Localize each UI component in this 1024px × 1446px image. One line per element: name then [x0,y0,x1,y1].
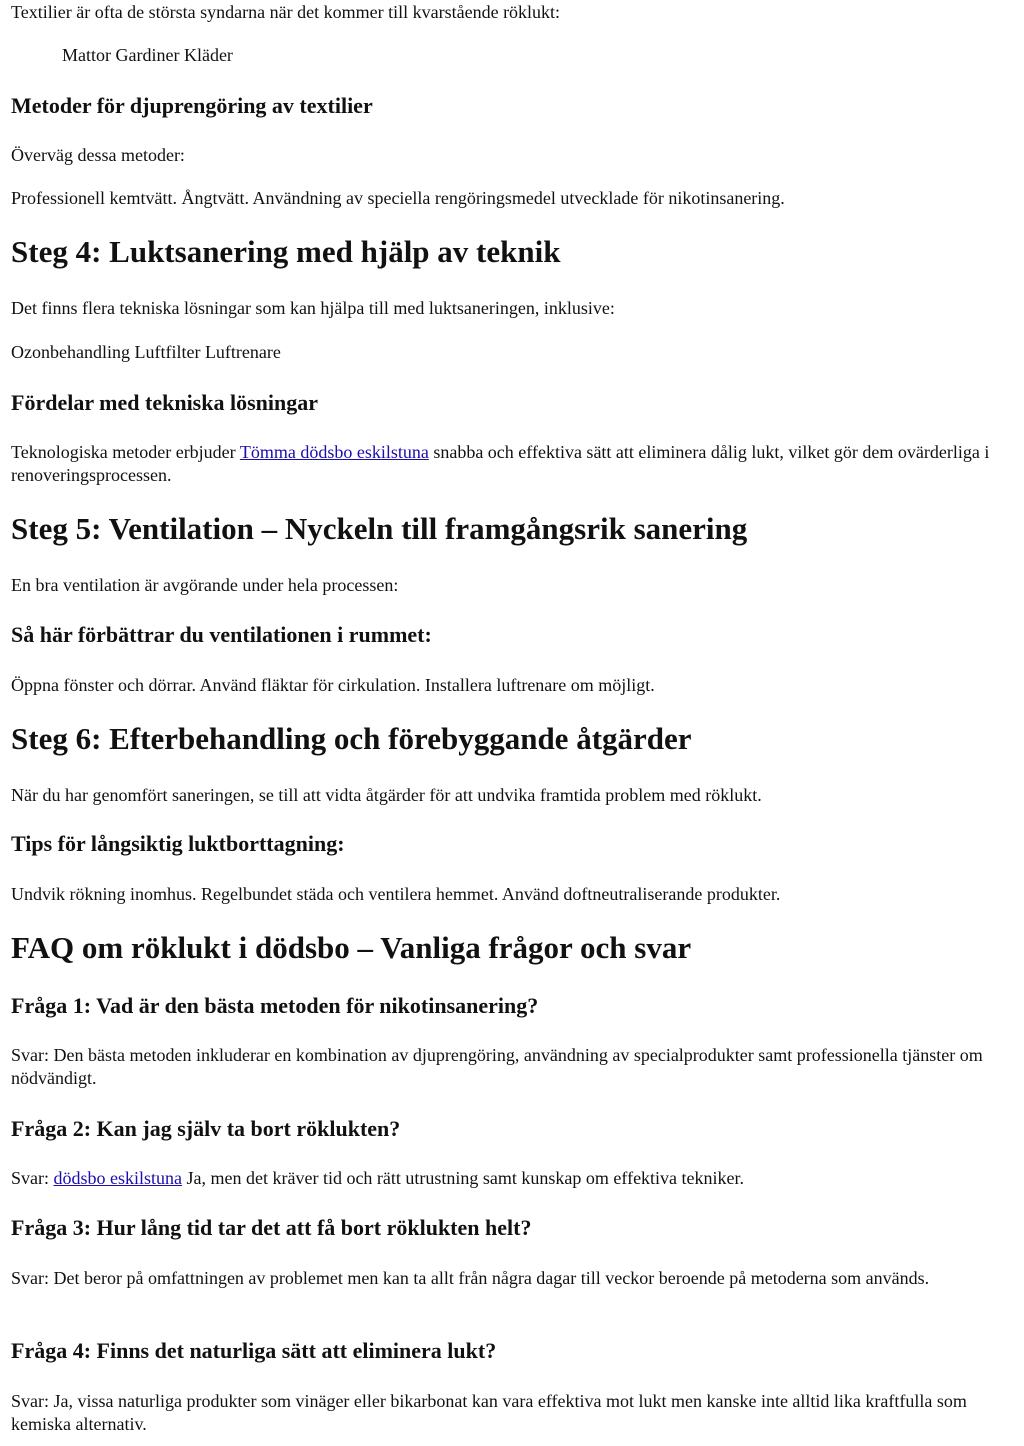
dodsbo-eskilstuna-link[interactable]: dödsbo eskilstuna [53,1168,182,1188]
long-term-heading: Tips för långsiktig luktborttagning: [11,831,345,856]
consider-paragraph: Överväg dessa metoder: [11,145,185,165]
faq-answer-3: Svar: Det beror på omfattningen av problemet men kan ta allt från några dagar till veckor beroende på metoderna som används. [11,1268,930,1288]
faq-question-2: Fråga 2: Kan jag själv ta bort röklukten? [11,1116,401,1141]
deep-clean-heading: Metoder för djuprengöring av textilier [11,93,373,118]
faq-answer-1: Svar: Den bästa metoden inkluderar en kombination av djuprengöring, användning av specialprodukter samt professionella tjänster om nödvändigt. [11,1045,983,1088]
step6-intro-paragraph: När du har genomfört saneringen, se till att vidta åtgärder för att undvika framtida problem med röklukt. [11,785,762,805]
ventilation-tips-paragraph: Öppna fönster och dörrar. Använd fläktar för cirkulation. Installera luftrenare om möjligt. [11,675,655,695]
methods-paragraph: Professionell kemtvätt. Ångtvätt. Användning av speciella rengöringsmedel utvecklade för nikotinsanering. [11,188,785,208]
faq-heading: FAQ om röklukt i dödsbo – Vanliga frågor och svar [11,930,692,965]
improve-ventilation-heading: Så här förbättrar du ventilationen i rummet: [11,622,432,647]
tech-benefits-paragraph [11,441,1001,487]
faq-question-4: Fråga 4: Finns det naturliga sätt att eliminera lukt? [11,1338,497,1363]
step6-heading: Steg 6: Efterbehandling och förebyggande åtgärder [11,721,692,756]
answer-2-prefix: Svar: [11,1168,54,1188]
answer-2-text: Ja, men det kräver tid och rätt utrustning samt kunskap om effektiva tekniker. [182,1168,745,1188]
long-term-tips-paragraph: Undvik rökning inomhus. Regelbundet städa och ventilera hemmet. Använd doftneutraliserande produkter. [11,884,781,904]
step4-intro-paragraph: Det finns flera tekniska lösningar som kan hjälpa till med luktsaneringen, inklusive: [11,298,615,318]
intro-textiles-paragraph: Textilier är ofta de största syndarna när det kommer till kvarstående röklukt: [11,2,561,22]
faq-question-1: Fråga 1: Vad är den bästa metoden för nikotinsanering? [11,993,539,1018]
step5-intro-paragraph: En bra ventilation är avgörande under hela processen: [11,575,399,595]
tomma-dodsbo-link[interactable]: Tömma dödsbo eskilstuna [239,442,429,462]
faq-answer-4: Svar: Ja, vissa naturliga produkter som vinäger eller bikarbonat kan vara effektiva mot lukt men kanske inte alltid lika kraftfulla som kemiska alternativ. [11,1391,967,1434]
tech-text-after: snabba och effektiva sätt att eliminera dålig lukt, vilket gör dem ovärderliga i renoveringsprocessen. [11,442,990,485]
step4-heading: Steg 4: Luktsanering med hjälp av teknik [11,234,561,269]
faq-answer-2 [11,1167,1001,1190]
step5-heading: Steg 5: Ventilation – Nyckeln till framgångsrik sanering [11,511,748,546]
faq-question-3: Fråga 3: Hur lång tid tar det att få bort röklukten helt? [11,1215,532,1240]
textile-list: Mattor Gardiner Kläder [62,45,233,65]
tech-text-before: Teknologiska metoder erbjuder [11,442,240,462]
tech-list: Ozonbehandling Luftfilter Luftrenare [11,342,281,362]
tech-benefits-heading: Fördelar med tekniska lösningar [11,390,319,415]
